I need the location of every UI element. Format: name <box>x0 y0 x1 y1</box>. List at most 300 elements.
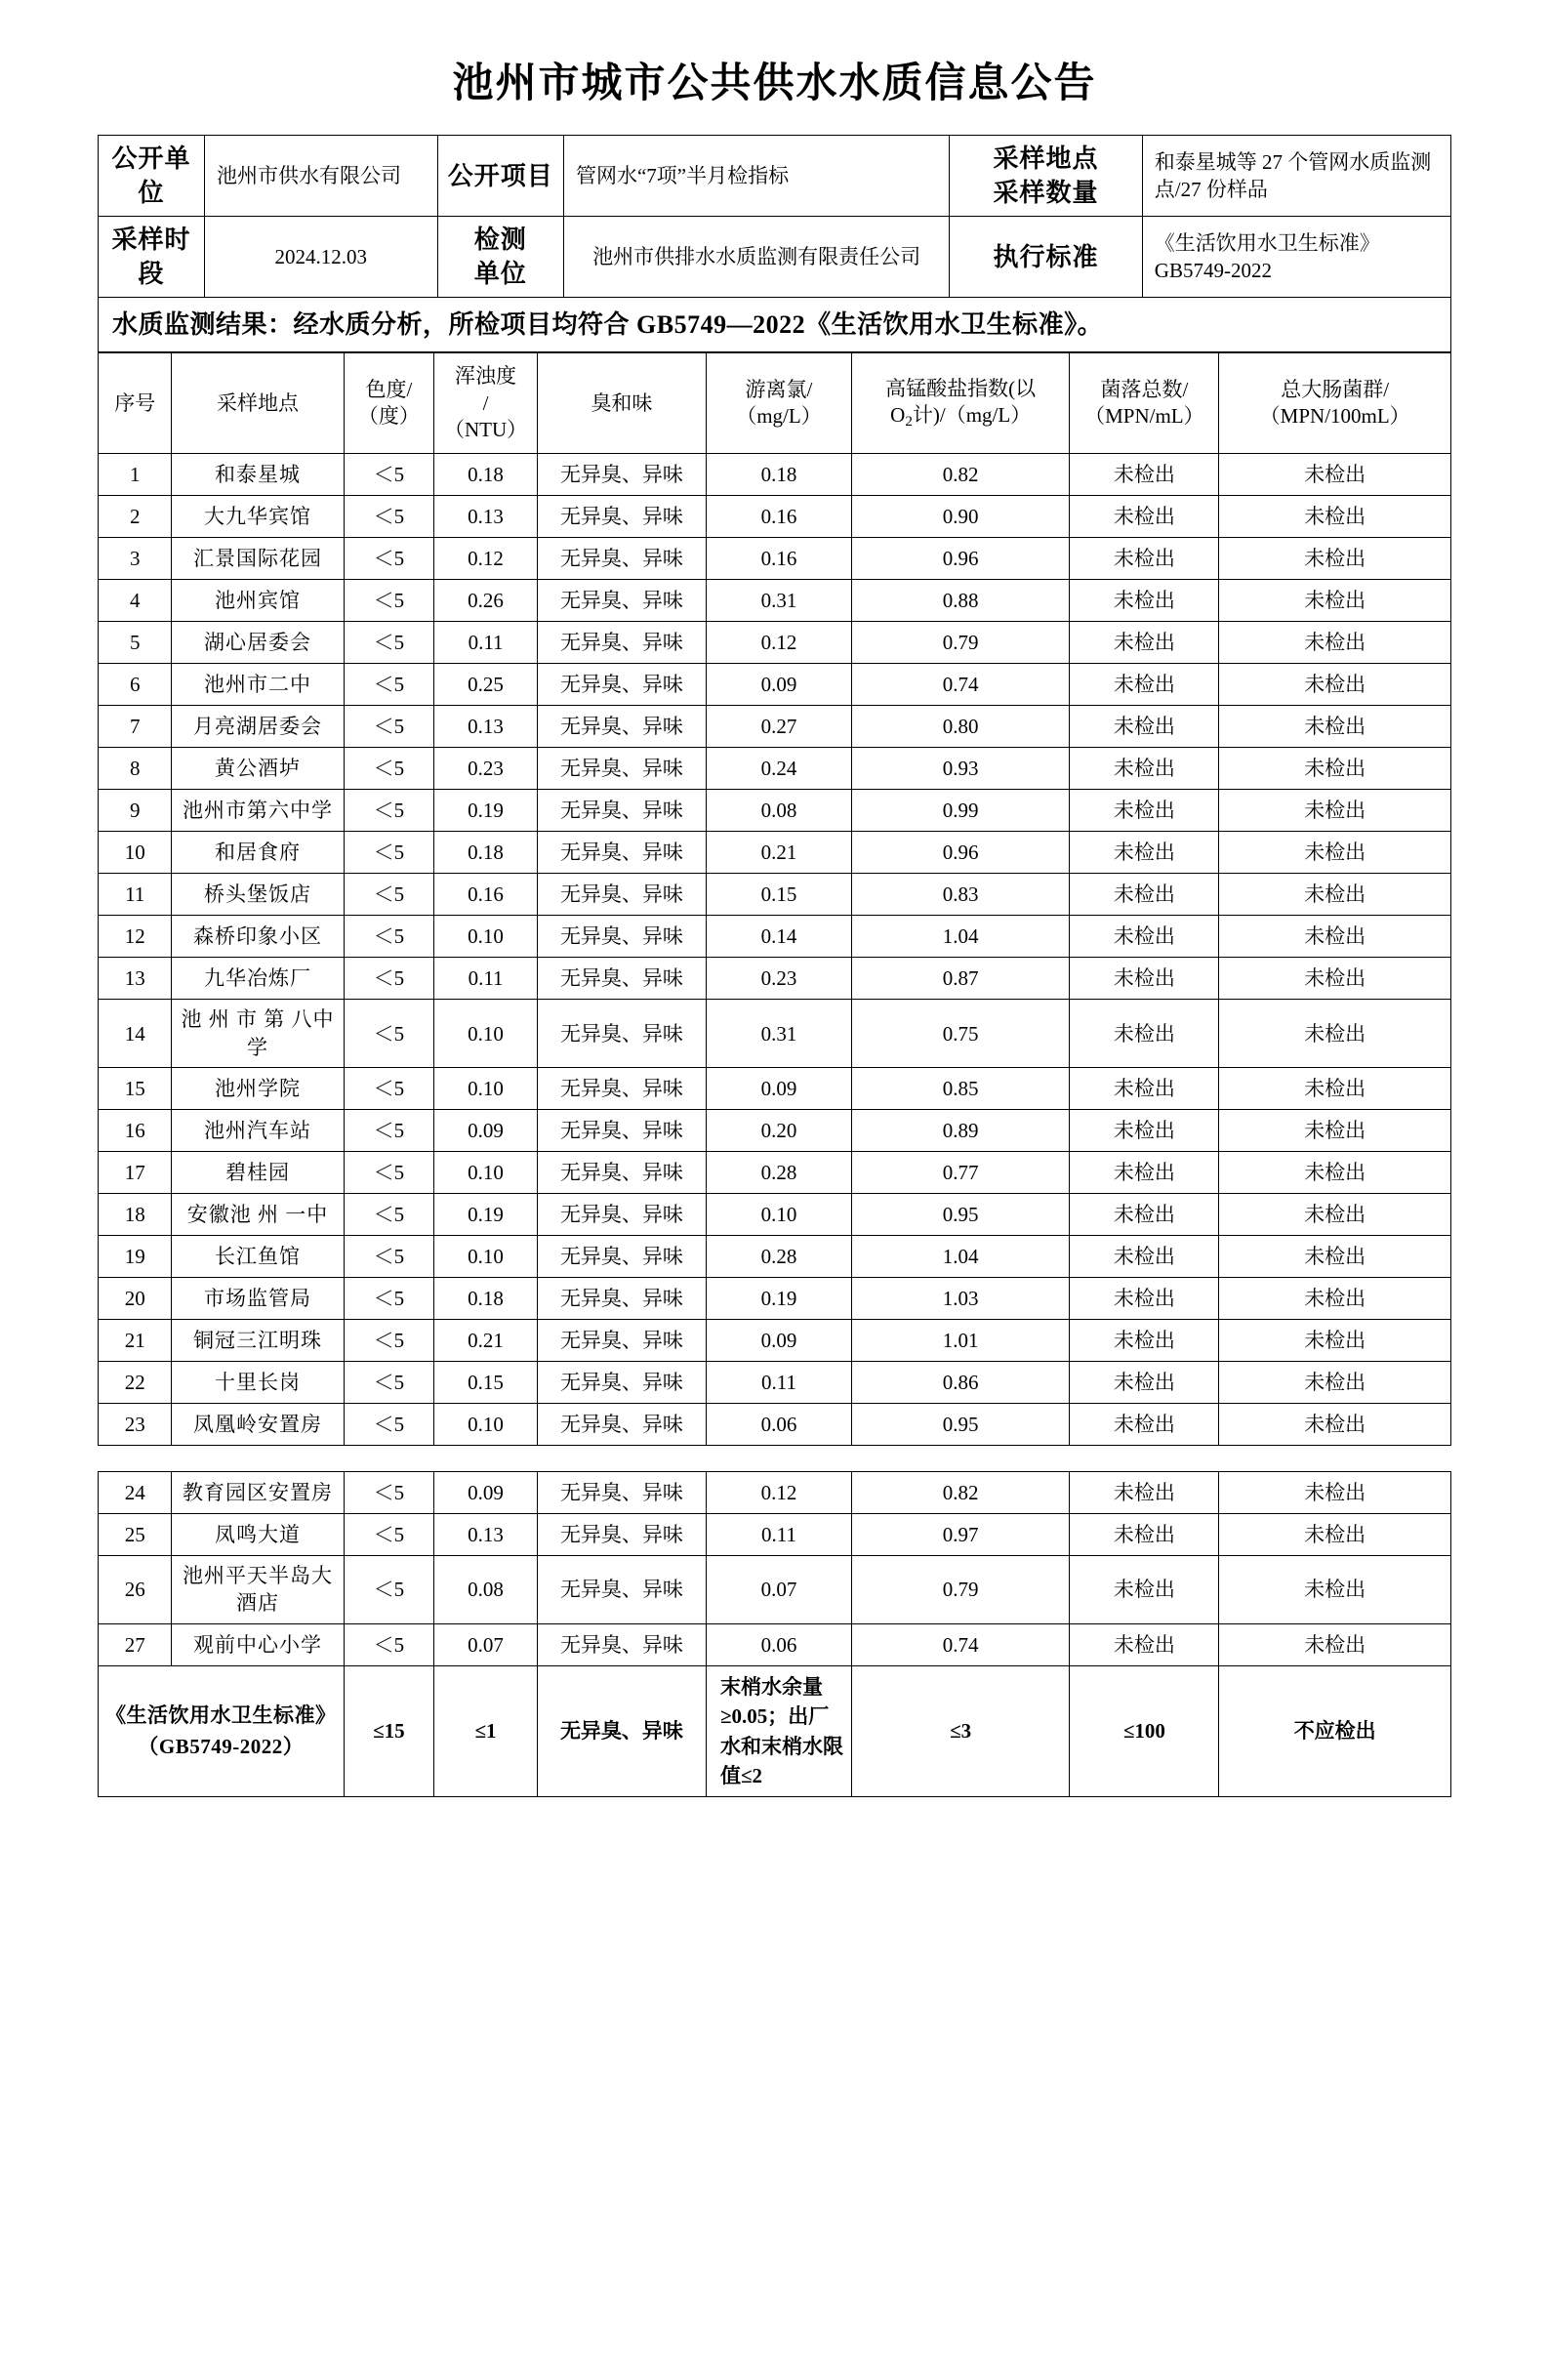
cell-chroma: ＜5 <box>344 538 434 580</box>
cell-site: 池州宾馆 <box>172 580 344 622</box>
label-public-unit <box>99 136 205 217</box>
cell-odor: 无异臭、异味 <box>537 1362 706 1404</box>
table-row <box>99 1194 1451 1236</box>
cell-site: 十里长岗 <box>172 1362 344 1404</box>
cell-chlorine: 0.11 <box>707 1362 852 1404</box>
cell-permanganate: 0.79 <box>851 1556 1069 1624</box>
cell-colony: 未检出 <box>1070 748 1219 790</box>
col-permanganate-line2 <box>855 402 1066 431</box>
col-free-chlorine-line2: （mg/L） <box>736 404 822 429</box>
cell-index: 4 <box>99 580 172 622</box>
cell-chroma: ＜5 <box>344 664 434 706</box>
cell-coliform: 未检出 <box>1219 706 1451 748</box>
cell-site: 池州学院 <box>172 1068 344 1110</box>
col-turbidity-line1: 浑浊度 <box>455 364 517 389</box>
table-row <box>99 580 1451 622</box>
cell-coliform: 未检出 <box>1219 664 1451 706</box>
cell-permanganate: 0.95 <box>851 1404 1069 1446</box>
standard-colony: ≤100 <box>1070 1665 1219 1797</box>
cell-index: 21 <box>99 1320 172 1362</box>
cell-chlorine: 0.12 <box>707 1472 852 1514</box>
cell-coliform: 未检出 <box>1219 1472 1451 1514</box>
cell-chlorine: 0.07 <box>707 1556 852 1624</box>
cell-odor: 无异臭、异味 <box>537 790 706 832</box>
cell-odor: 无异臭、异味 <box>537 1068 706 1110</box>
cell-permanganate: 0.82 <box>851 1472 1069 1514</box>
cell-chlorine: 0.28 <box>707 1236 852 1278</box>
cell-permanganate: 0.75 <box>851 1000 1069 1068</box>
cell-site: 汇景国际花园 <box>172 538 344 580</box>
cell-coliform: 未检出 <box>1219 916 1451 958</box>
cell-chlorine: 0.08 <box>707 790 852 832</box>
cell-coliform: 未检出 <box>1219 1320 1451 1362</box>
cell-coliform: 未检出 <box>1219 790 1451 832</box>
cell-odor: 无异臭、异味 <box>537 1556 706 1624</box>
table-row <box>99 1068 1451 1110</box>
standard-chroma: ≤15 <box>344 1665 434 1797</box>
cell-chlorine: 0.16 <box>707 496 852 538</box>
table-row <box>99 1000 1451 1068</box>
cell-index: 1 <box>99 454 172 496</box>
cell-site: 大九华宾馆 <box>172 496 344 538</box>
cell-odor: 无异臭、异味 <box>537 1623 706 1665</box>
cell-site: 月亮湖居委会 <box>172 706 344 748</box>
cell-odor: 无异臭、异味 <box>537 1000 706 1068</box>
cell-odor: 无异臭、异味 <box>537 496 706 538</box>
cell-odor: 无异臭、异味 <box>537 706 706 748</box>
cell-chlorine: 0.19 <box>707 1278 852 1320</box>
cell-index: 11 <box>99 874 172 916</box>
table-row <box>99 1623 1451 1665</box>
cell-index: 26 <box>99 1556 172 1624</box>
cell-coliform: 未检出 <box>1219 580 1451 622</box>
cell-index: 3 <box>99 538 172 580</box>
cell-index: 15 <box>99 1068 172 1110</box>
cell-index: 2 <box>99 496 172 538</box>
standard-permanganate: ≤3 <box>851 1665 1069 1797</box>
cell-turbidity: 0.11 <box>434 622 538 664</box>
cell-colony: 未检出 <box>1070 706 1219 748</box>
cell-colony: 未检出 <box>1070 1556 1219 1624</box>
standard-coliform: 不应检出 <box>1219 1665 1451 1797</box>
cell-odor: 无异臭、异味 <box>537 958 706 1000</box>
cell-coliform: 未检出 <box>1219 1278 1451 1320</box>
table-row <box>99 706 1451 748</box>
cell-chroma: ＜5 <box>344 1000 434 1068</box>
standard-turbidity: ≤1 <box>434 1665 538 1797</box>
cell-index: 12 <box>99 916 172 958</box>
cell-site: 九华冶炼厂 <box>172 958 344 1000</box>
cell-odor: 无异臭、异味 <box>537 1320 706 1362</box>
cell-permanganate: 0.96 <box>851 538 1069 580</box>
cell-site: 池州市二中 <box>172 664 344 706</box>
cell-permanganate: 0.95 <box>851 1194 1069 1236</box>
col-permanganate-rest: 计)/（mg/L） <box>912 402 1032 427</box>
cell-odor: 无异臭、异味 <box>537 1152 706 1194</box>
cell-chroma: ＜5 <box>344 1472 434 1514</box>
cell-colony: 未检出 <box>1070 1152 1219 1194</box>
cell-odor: 无异臭、异味 <box>537 622 706 664</box>
cell-turbidity: 0.18 <box>434 454 538 496</box>
table-row <box>99 496 1451 538</box>
cell-odor: 无异臭、异味 <box>537 1194 706 1236</box>
cell-index: 23 <box>99 1404 172 1446</box>
col-chroma-line1: 色度/ <box>365 378 413 402</box>
cell-chroma: ＜5 <box>344 790 434 832</box>
cell-colony: 未检出 <box>1070 1068 1219 1110</box>
cell-colony: 未检出 <box>1070 790 1219 832</box>
label-test-unit-line2: 单位 <box>473 260 527 289</box>
cell-permanganate: 0.74 <box>851 664 1069 706</box>
label-test-unit <box>437 217 563 298</box>
col-free-chlorine <box>707 353 852 454</box>
cell-colony: 未检出 <box>1070 916 1219 958</box>
table-row <box>99 1556 1451 1624</box>
cell-colony: 未检出 <box>1070 454 1219 496</box>
cell-index: 27 <box>99 1623 172 1665</box>
label-sample-site: 采样地点 <box>993 144 1099 173</box>
cell-index: 17 <box>99 1152 172 1194</box>
cell-turbidity: 0.13 <box>434 706 538 748</box>
standard-limits-row <box>99 1665 1451 1797</box>
table-row <box>99 1404 1451 1446</box>
cell-index: 22 <box>99 1362 172 1404</box>
cell-permanganate: 0.82 <box>851 454 1069 496</box>
cell-site: 凤凰岭安置房 <box>172 1404 344 1446</box>
cell-colony: 未检出 <box>1070 1236 1219 1278</box>
cell-turbidity: 0.10 <box>434 1152 538 1194</box>
cell-site: 池州市第六中学 <box>172 790 344 832</box>
cell-colony: 未检出 <box>1070 1110 1219 1152</box>
cell-permanganate: 1.01 <box>851 1320 1069 1362</box>
cell-coliform: 未检出 <box>1219 454 1451 496</box>
cell-chlorine: 0.27 <box>707 706 852 748</box>
cell-turbidity: 0.09 <box>434 1472 538 1514</box>
cell-index: 9 <box>99 790 172 832</box>
table-row <box>99 916 1451 958</box>
value-public-project: 管网水“7项”半月检指标 <box>563 136 949 217</box>
cell-index: 25 <box>99 1514 172 1556</box>
result-statement-row <box>99 298 1451 352</box>
cell-chroma: ＜5 <box>344 454 434 496</box>
table-row <box>99 1320 1451 1362</box>
col-chroma <box>344 353 434 454</box>
standard-odor: 无异臭、异味 <box>537 1665 706 1797</box>
cell-odor: 无异臭、异味 <box>537 1110 706 1152</box>
standard-name: 《生活饮用水卫生标准》（GB5749-2022） <box>99 1665 345 1797</box>
cell-coliform: 未检出 <box>1219 1068 1451 1110</box>
cell-permanganate: 0.77 <box>851 1152 1069 1194</box>
table-row <box>99 1110 1451 1152</box>
label-standard-text: 执行标准 <box>993 242 1099 271</box>
cell-permanganate: 0.80 <box>851 706 1069 748</box>
cell-chroma: ＜5 <box>344 1623 434 1665</box>
cell-turbidity: 0.11 <box>434 958 538 1000</box>
col-index: 序号 <box>99 353 172 454</box>
value-standard: 《生活饮用水卫生标准》GB5749-2022 <box>1142 217 1450 298</box>
cell-chroma: ＜5 <box>344 874 434 916</box>
cell-index: 8 <box>99 748 172 790</box>
water-quality-table-continued <box>98 1471 1451 1797</box>
value-test-unit: 池州市供排水水质监测有限责任公司 <box>563 217 949 298</box>
cell-turbidity: 0.07 <box>434 1623 538 1665</box>
water-quality-table <box>98 352 1451 1446</box>
cell-coliform: 未检出 <box>1219 1000 1451 1068</box>
col-permanganate-sub: 2 <box>905 413 913 430</box>
cell-site: 长江鱼馆 <box>172 1236 344 1278</box>
cell-site: 和泰星城 <box>172 454 344 496</box>
col-turbidity <box>434 353 538 454</box>
col-coliform-line2: （MPN/100mL） <box>1259 404 1410 429</box>
cell-chroma: ＜5 <box>344 1404 434 1446</box>
cell-odor: 无异臭、异味 <box>537 874 706 916</box>
label-test-unit-line1: 检测 <box>473 226 527 255</box>
cell-coliform: 未检出 <box>1219 748 1451 790</box>
cell-permanganate: 0.93 <box>851 748 1069 790</box>
col-colony-line2: （MPN/mL） <box>1084 404 1204 429</box>
cell-permanganate: 0.83 <box>851 874 1069 916</box>
cell-odor: 无异臭、异味 <box>537 832 706 874</box>
cell-chlorine: 0.23 <box>707 958 852 1000</box>
cell-permanganate: 0.88 <box>851 580 1069 622</box>
table-row <box>99 874 1451 916</box>
header-info-table <box>98 135 1451 352</box>
cell-colony: 未检出 <box>1070 958 1219 1000</box>
cell-chlorine: 0.16 <box>707 538 852 580</box>
cell-coliform: 未检出 <box>1219 1514 1451 1556</box>
cell-permanganate: 0.74 <box>851 1623 1069 1665</box>
cell-coliform: 未检出 <box>1219 832 1451 874</box>
cell-coliform: 未检出 <box>1219 1236 1451 1278</box>
label-sample-period-text: 采样时段 <box>111 226 191 289</box>
cell-site: 湖心居委会 <box>172 622 344 664</box>
cell-site: 观前中心小学 <box>172 1623 344 1665</box>
value-sample-period: 2024.12.03 <box>205 217 437 298</box>
col-free-chlorine-line1: 游离氯/ <box>745 378 813 402</box>
cell-chroma: ＜5 <box>344 958 434 1000</box>
col-chroma-line2: （度） <box>357 404 420 429</box>
cell-turbidity: 0.19 <box>434 790 538 832</box>
col-turbidity-line2: / <box>482 390 489 415</box>
cell-coliform: 未检出 <box>1219 1194 1451 1236</box>
table-row <box>99 622 1451 664</box>
standard-chlorine: 末梢水余量≥0.05；出厂水和末梢水限值≤2 <box>707 1665 852 1797</box>
label-sample-count <box>950 136 1143 217</box>
result-statement: 水质监测结果：经水质分析，所检项目均符合 GB5749—2022《生活饮用水卫生标准》。 <box>99 298 1451 352</box>
label-public-project-text: 公开项目 <box>447 161 553 190</box>
col-permanganate <box>851 353 1069 454</box>
col-colony-line1: 菌落总数/ <box>1100 378 1189 402</box>
cell-coliform: 未检出 <box>1219 1404 1451 1446</box>
cell-odor: 无异臭、异味 <box>537 1404 706 1446</box>
cell-coliform: 未检出 <box>1219 958 1451 1000</box>
cell-chlorine: 0.10 <box>707 1194 852 1236</box>
cell-turbidity: 0.10 <box>434 1404 538 1446</box>
cell-permanganate: 1.03 <box>851 1278 1069 1320</box>
value-public-unit: 池州市供水有限公司 <box>205 136 437 217</box>
cell-chlorine: 0.24 <box>707 748 852 790</box>
cell-colony: 未检出 <box>1070 1320 1219 1362</box>
cell-colony: 未检出 <box>1070 1623 1219 1665</box>
cell-chroma: ＜5 <box>344 1362 434 1404</box>
cell-turbidity: 0.13 <box>434 1514 538 1556</box>
cell-permanganate: 1.04 <box>851 1236 1069 1278</box>
cell-chlorine: 0.21 <box>707 832 852 874</box>
cell-chroma: ＜5 <box>344 1278 434 1320</box>
cell-index: 20 <box>99 1278 172 1320</box>
cell-index: 13 <box>99 958 172 1000</box>
value-sample-count: 和泰星城等 27 个管网水质监测点/27 份样品 <box>1142 136 1450 217</box>
table-row <box>99 958 1451 1000</box>
table-row <box>99 1278 1451 1320</box>
header-row-2 <box>99 217 1451 298</box>
cell-colony: 未检出 <box>1070 832 1219 874</box>
col-coliform <box>1219 353 1451 454</box>
cell-permanganate: 1.04 <box>851 916 1069 958</box>
cell-coliform: 未检出 <box>1219 1152 1451 1194</box>
cell-chroma: ＜5 <box>344 1556 434 1624</box>
cell-chroma: ＜5 <box>344 1236 434 1278</box>
cell-colony: 未检出 <box>1070 580 1219 622</box>
cell-odor: 无异臭、异味 <box>537 538 706 580</box>
cell-index: 10 <box>99 832 172 874</box>
cell-permanganate: 0.86 <box>851 1362 1069 1404</box>
cell-chlorine: 0.28 <box>707 1152 852 1194</box>
col-site: 采样地点 <box>172 353 344 454</box>
cell-chroma: ＜5 <box>344 622 434 664</box>
cell-site: 碧桂园 <box>172 1152 344 1194</box>
cell-coliform: 未检出 <box>1219 496 1451 538</box>
cell-colony: 未检出 <box>1070 1000 1219 1068</box>
cell-coliform: 未检出 <box>1219 538 1451 580</box>
table-row <box>99 538 1451 580</box>
cell-coliform: 未检出 <box>1219 1362 1451 1404</box>
col-permanganate-o: O <box>890 402 906 427</box>
cell-turbidity: 0.10 <box>434 1000 538 1068</box>
cell-chlorine: 0.18 <box>707 454 852 496</box>
cell-chroma: ＜5 <box>344 1068 434 1110</box>
cell-turbidity: 0.10 <box>434 1068 538 1110</box>
cell-colony: 未检出 <box>1070 1362 1219 1404</box>
cell-site: 池 州 市 第 八中学 <box>172 1000 344 1068</box>
cell-index: 6 <box>99 664 172 706</box>
cell-colony: 未检出 <box>1070 1194 1219 1236</box>
cell-chlorine: 0.09 <box>707 664 852 706</box>
cell-coliform: 未检出 <box>1219 1110 1451 1152</box>
cell-turbidity: 0.12 <box>434 538 538 580</box>
cell-permanganate: 0.99 <box>851 790 1069 832</box>
cell-site: 凤鸣大道 <box>172 1514 344 1556</box>
col-colony <box>1070 353 1219 454</box>
cell-chlorine: 0.11 <box>707 1514 852 1556</box>
cell-chroma: ＜5 <box>344 1194 434 1236</box>
cell-chlorine: 0.15 <box>707 874 852 916</box>
table-row <box>99 454 1451 496</box>
cell-turbidity: 0.19 <box>434 1194 538 1236</box>
cell-permanganate: 0.87 <box>851 958 1069 1000</box>
table-row <box>99 832 1451 874</box>
cell-permanganate: 0.85 <box>851 1068 1069 1110</box>
page-break-spacer <box>98 1446 1451 1471</box>
cell-chroma: ＜5 <box>344 916 434 958</box>
cell-turbidity: 0.18 <box>434 832 538 874</box>
cell-colony: 未检出 <box>1070 1472 1219 1514</box>
label-public-unit-text: 公开单位 <box>111 144 191 208</box>
cell-colony: 未检出 <box>1070 622 1219 664</box>
cell-coliform: 未检出 <box>1219 622 1451 664</box>
cell-colony: 未检出 <box>1070 496 1219 538</box>
label-standard <box>950 217 1143 298</box>
cell-chlorine: 0.06 <box>707 1623 852 1665</box>
cell-turbidity: 0.21 <box>434 1320 538 1362</box>
cell-site: 池州汽车站 <box>172 1110 344 1152</box>
col-odor: 臭和味 <box>537 353 706 454</box>
cell-turbidity: 0.16 <box>434 874 538 916</box>
cell-chroma: ＜5 <box>344 706 434 748</box>
cell-chlorine: 0.12 <box>707 622 852 664</box>
spacer-row <box>98 1446 1451 1471</box>
cell-chroma: ＜5 <box>344 1320 434 1362</box>
cell-chlorine: 0.06 <box>707 1404 852 1446</box>
cell-colony: 未检出 <box>1070 538 1219 580</box>
cell-odor: 无异臭、异味 <box>537 664 706 706</box>
cell-turbidity: 0.23 <box>434 748 538 790</box>
cell-index: 19 <box>99 1236 172 1278</box>
cell-site: 桥头堡饭店 <box>172 874 344 916</box>
cell-coliform: 未检出 <box>1219 1623 1451 1665</box>
table-row <box>99 1152 1451 1194</box>
cell-site: 安徽池 州 一中 <box>172 1194 344 1236</box>
cell-odor: 无异臭、异味 <box>537 580 706 622</box>
cell-colony: 未检出 <box>1070 1404 1219 1446</box>
cell-chlorine: 0.31 <box>707 1000 852 1068</box>
table-header-row <box>99 353 1451 454</box>
page-title: 池州市城市公共供水水质信息公告 <box>452 62 1097 106</box>
label-sample-number: 采样数量 <box>993 179 1099 208</box>
col-coliform-line1: 总大肠菌群/ <box>1281 378 1390 402</box>
cell-site: 铜冠三江明珠 <box>172 1320 344 1362</box>
cell-turbidity: 0.15 <box>434 1362 538 1404</box>
cell-permanganate: 0.97 <box>851 1514 1069 1556</box>
cell-turbidity: 0.25 <box>434 664 538 706</box>
cell-odor: 无异臭、异味 <box>537 1472 706 1514</box>
header-row-1 <box>99 136 1451 217</box>
cell-permanganate: 0.96 <box>851 832 1069 874</box>
cell-turbidity: 0.08 <box>434 1556 538 1624</box>
cell-index: 7 <box>99 706 172 748</box>
cell-coliform: 未检出 <box>1219 1556 1451 1624</box>
cell-chlorine: 0.09 <box>707 1068 852 1110</box>
cell-permanganate: 0.89 <box>851 1110 1069 1152</box>
table-row <box>99 1472 1451 1514</box>
label-public-project <box>437 136 563 217</box>
cell-turbidity: 0.26 <box>434 580 538 622</box>
cell-chlorine: 0.31 <box>707 580 852 622</box>
col-turbidity-line3: （NTU） <box>443 418 528 442</box>
cell-site: 黄公酒垆 <box>172 748 344 790</box>
cell-index: 5 <box>99 622 172 664</box>
cell-site: 教育园区安置房 <box>172 1472 344 1514</box>
cell-permanganate: 0.90 <box>851 496 1069 538</box>
cell-chroma: ＜5 <box>344 1514 434 1556</box>
cell-site: 市场监管局 <box>172 1278 344 1320</box>
cell-turbidity: 0.10 <box>434 916 538 958</box>
cell-chlorine: 0.09 <box>707 1320 852 1362</box>
cell-permanganate: 0.79 <box>851 622 1069 664</box>
table-row <box>99 790 1451 832</box>
cell-chlorine: 0.14 <box>707 916 852 958</box>
cell-index: 14 <box>99 1000 172 1068</box>
